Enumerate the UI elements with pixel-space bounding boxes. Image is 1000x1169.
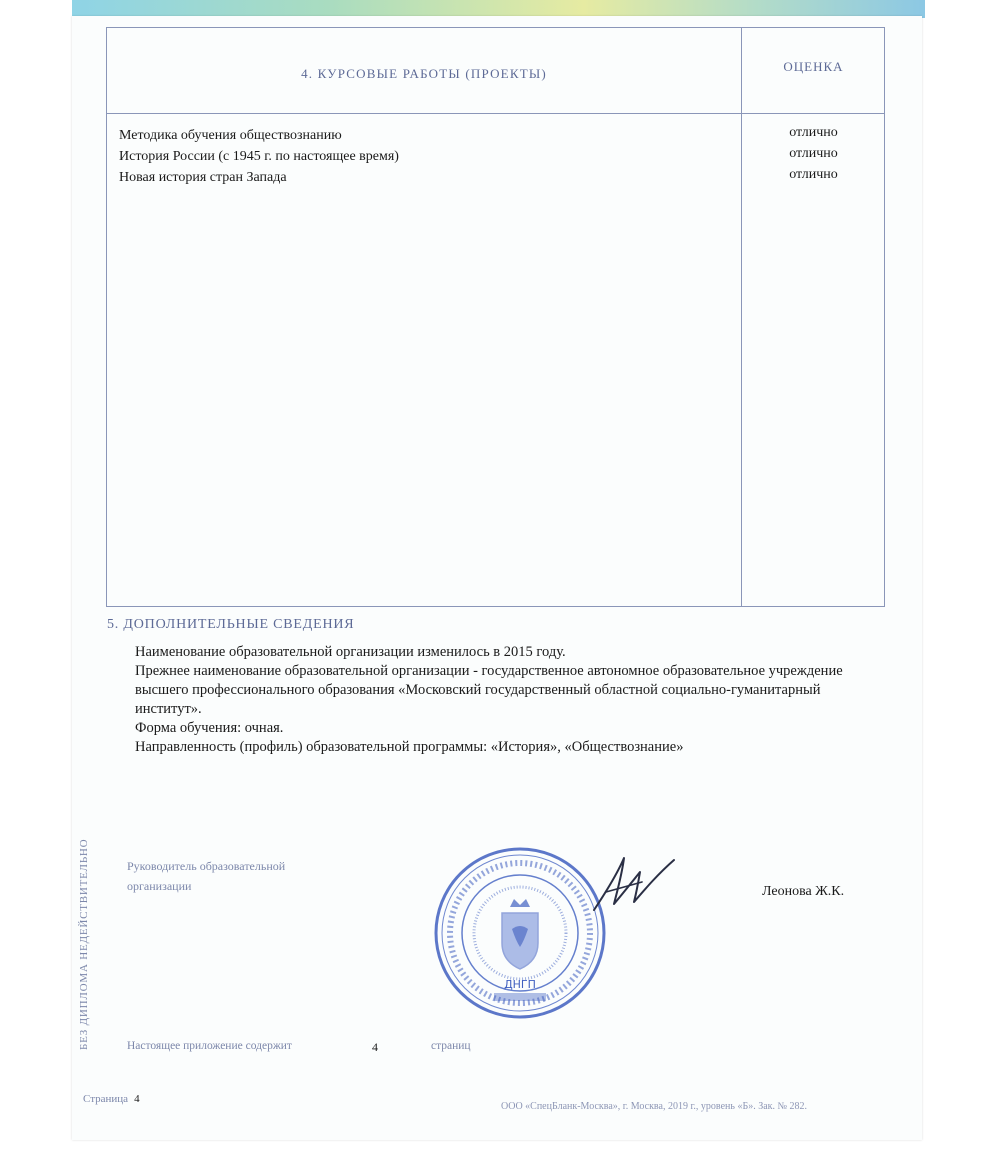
seal-text: ДНГП	[504, 978, 536, 991]
course-name: Методика обучения обществознанию	[119, 128, 342, 143]
page-label: Страница	[83, 1093, 129, 1105]
course-grade: отлично	[789, 125, 838, 140]
official-seal-stamp	[430, 843, 610, 1023]
info-line: Форма обучения: очная.	[135, 720, 284, 736]
coursework-table	[106, 27, 885, 607]
course-name: История России (с 1945 г. по настоящее время)	[119, 149, 399, 164]
info-line: Прежнее наименование образовательной организации - государственное автономное образовательное учреждение высшего профессионального образования «Московский государственный областной социально-гуманитарный институт».	[135, 663, 843, 717]
handwritten-signature	[588, 852, 678, 922]
pages-word: страниц	[431, 1040, 471, 1052]
page-number	[83, 1093, 140, 1105]
section-5-body	[135, 643, 855, 757]
course-list	[119, 125, 399, 188]
course-grade: отлично	[789, 146, 838, 161]
signatory-name: Леонова Ж.К.	[762, 884, 845, 899]
info-line: Направленность (профиль) образовательной программы: «История», «Обществознание»	[135, 739, 684, 755]
info-line: Наименование образовательной организации изменилось в 2015 году.	[135, 644, 566, 660]
page-number-value: 4	[134, 1093, 140, 1105]
grade-list	[741, 122, 886, 185]
course-grade: отлично	[789, 167, 838, 182]
pages-count-value: 4	[372, 1040, 378, 1054]
pages-count-label: Настоящее приложение содержит	[127, 1040, 292, 1052]
head-of-organization-label: Руководитель образовательной организации	[127, 859, 286, 893]
section-5-title: 5. ДОПОЛНИТЕЛЬНЫЕ СВЕДЕНИЯ	[107, 617, 355, 632]
vertical-validity-note: БЕЗ ДИПЛОМА НЕДЕЙСТВИТЕЛЬНО	[78, 838, 90, 1050]
table-column-divider	[741, 28, 742, 606]
course-name: Новая история стран Запада	[119, 170, 287, 185]
printer-imprint: ООО «СпецБланк-Москва», г. Москва, 2019 г., уровень «Б». Зак. № 282.	[501, 1101, 808, 1112]
grade-header: ОЦЕНКА	[783, 59, 844, 74]
coursework-header: 4. КУРСОВЫЕ РАБОТЫ (ПРОЕКТЫ)	[301, 66, 547, 81]
